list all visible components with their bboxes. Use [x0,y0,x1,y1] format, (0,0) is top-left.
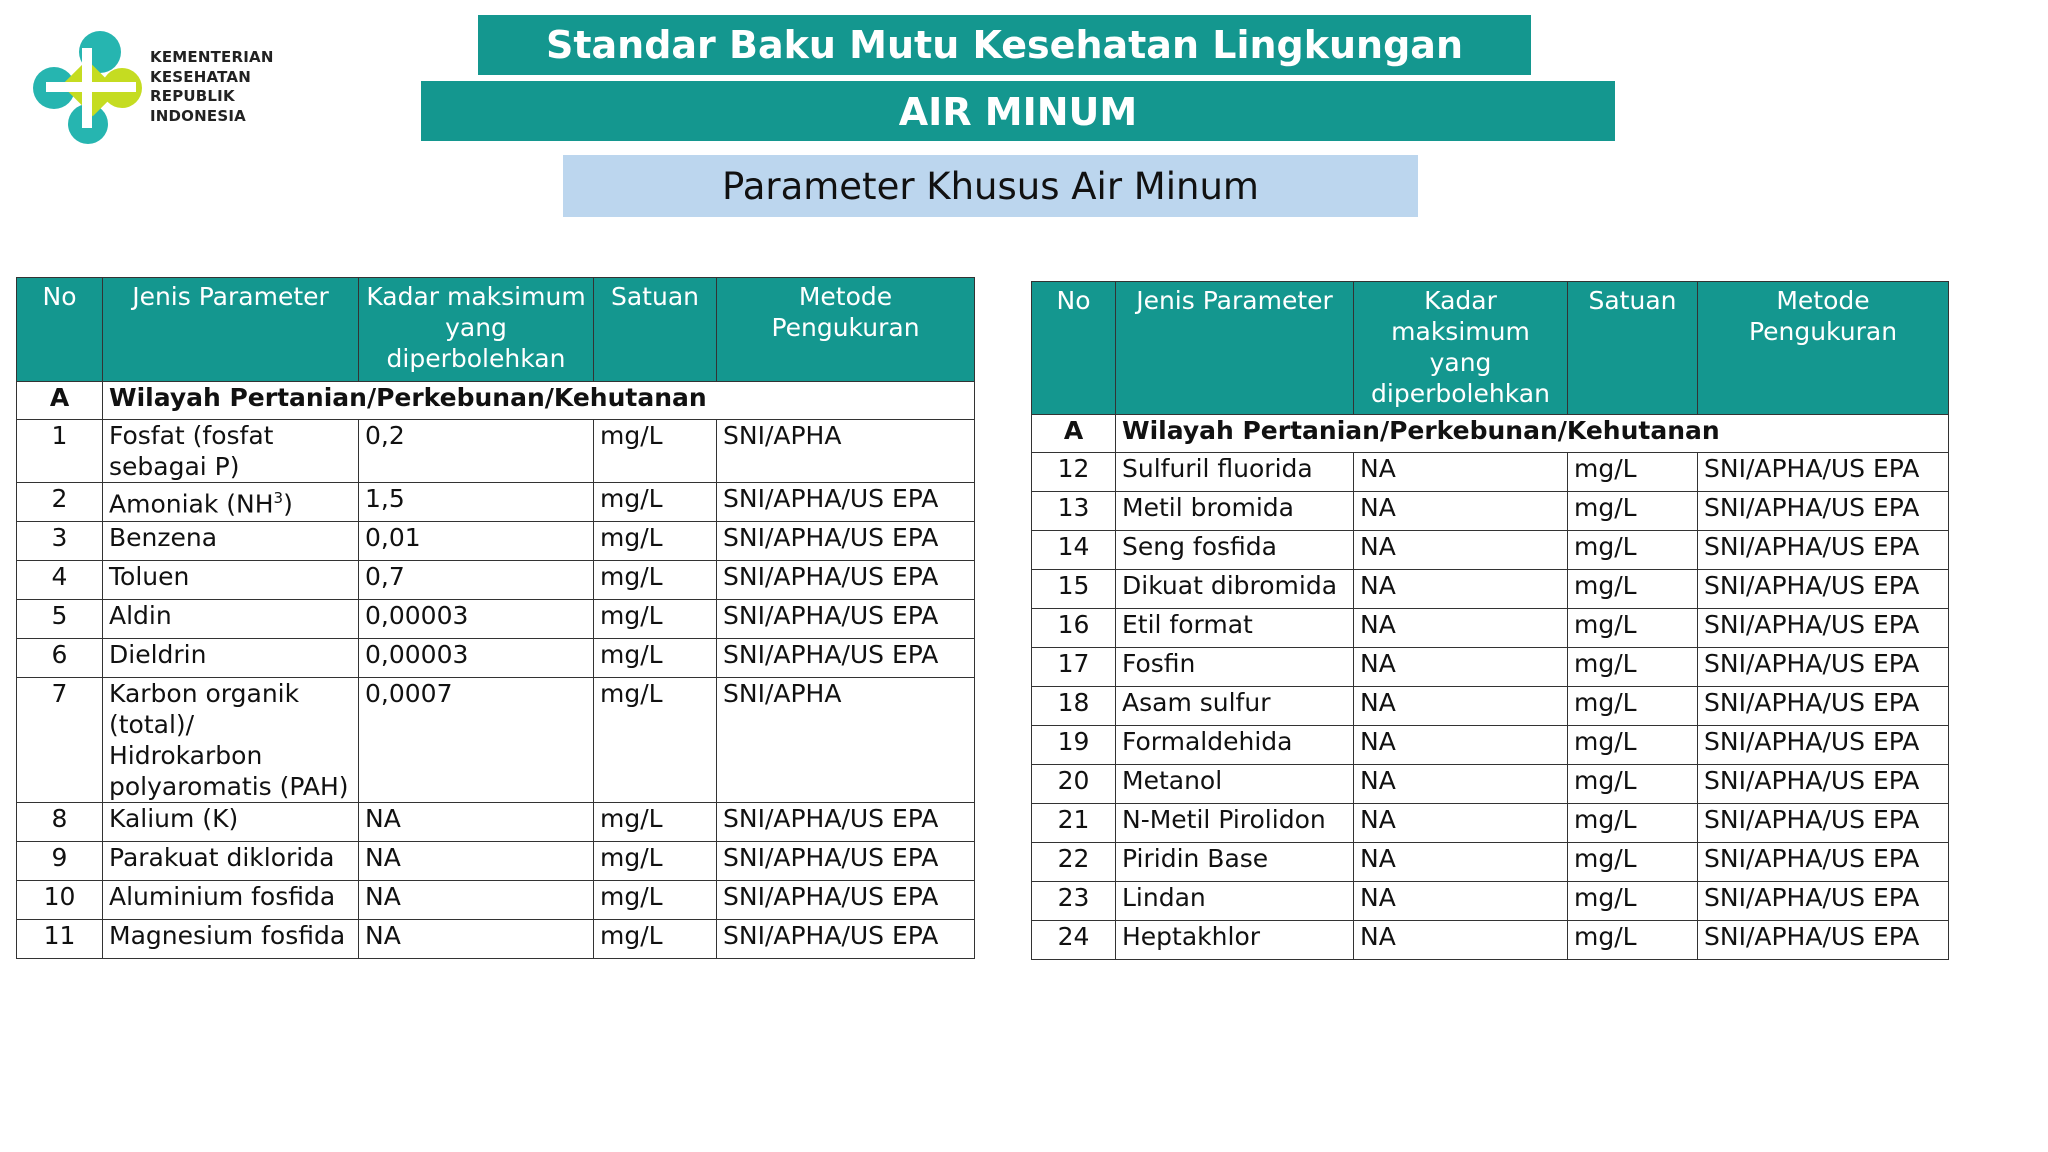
row-kadar: 0,2 [359,420,594,483]
parameter-name: Sulfuril fluorida [1122,454,1313,483]
row-metode: SNI/APHA/US EPA [1698,726,1949,765]
row-no: 10 [17,881,103,920]
row-satuan: mg/L [1568,570,1698,609]
row-no: 24 [1032,921,1116,960]
row-parameter [1116,687,1354,726]
table-row [1032,648,1949,687]
parameter-superscript: 3 [273,489,284,507]
row-kadar: 0,0007 [359,678,594,803]
row-kadar: 0,01 [359,522,594,561]
header-kadar: Kadar maksimum yang diperbolehkan [359,278,594,382]
row-kadar: 0,00003 [359,639,594,678]
row-satuan: mg/L [594,420,717,483]
row-parameter [1116,804,1354,843]
header-kadar: Kadar maksimum yang diperbolehkan [1354,282,1568,415]
row-satuan: mg/L [1568,882,1698,921]
row-satuan: mg/L [1568,609,1698,648]
table-row [17,561,975,600]
row-kadar: NA [1354,843,1568,882]
parameter-name: Lindan [1122,883,1206,912]
row-kadar: NA [359,881,594,920]
section-heading: Parameter Khusus Air Minum [563,155,1418,217]
parameter-name: Asam sulfur [1122,688,1271,717]
row-no: 17 [1032,648,1116,687]
table-row [1032,804,1949,843]
row-kadar: NA [1354,531,1568,570]
row-metode: SNI/APHA/US EPA [1698,531,1949,570]
parameter-name: Magnesium fosfida [109,921,346,950]
row-metode: SNI/APHA/US EPA [717,522,975,561]
table-row [17,920,975,959]
row-kadar: NA [1354,921,1568,960]
row-satuan: mg/L [1568,804,1698,843]
parameter-name: Fosfin [1122,649,1196,678]
ministry-name [150,48,274,126]
row-no: 19 [1032,726,1116,765]
header-no: No [17,278,103,382]
table-row [1032,921,1949,960]
row-satuan: mg/L [594,803,717,842]
row-metode: SNI/APHA/US EPA [717,842,975,881]
row-no: 21 [1032,804,1116,843]
row-kadar: NA [359,803,594,842]
row-metode: SNI/APHA [717,420,975,483]
row-no: 5 [17,600,103,639]
parameter-name: Amoniak (NH [109,489,274,519]
row-parameter [103,639,359,678]
row-satuan: mg/L [594,842,717,881]
parameter-name: Piridin Base [1122,844,1269,873]
ministry-name-line: REPUBLIK [150,87,235,105]
row-no: 3 [17,522,103,561]
table-row [1032,609,1949,648]
row-metode: SNI/APHA/US EPA [1698,570,1949,609]
row-metode: SNI/APHA/US EPA [1698,765,1949,804]
parameter-name: Aluminium fosfida [109,882,336,911]
row-parameter [103,842,359,881]
table-row [17,600,975,639]
parameter-name: Seng fosfida [1122,532,1277,561]
row-kadar: NA [1354,492,1568,531]
row-no: 6 [17,639,103,678]
row-no: 8 [17,803,103,842]
row-parameter [1116,726,1354,765]
row-satuan: mg/L [594,522,717,561]
row-satuan: mg/L [594,600,717,639]
parameter-name: Aldin [109,601,172,630]
section-letter: A [17,382,103,420]
section-row [1032,415,1949,453]
parameter-name: Karbon organik (total)/ Hidrokarbon polyaromatis (PAH) [109,679,349,801]
row-no: 13 [1032,492,1116,531]
row-parameter [103,420,359,483]
row-kadar: 0,7 [359,561,594,600]
row-satuan: mg/L [594,678,717,803]
row-no: 18 [1032,687,1116,726]
parameter-name: Fosfat (fosfat sebagai P) [109,421,274,481]
parameter-name: Parakuat diklorida [109,843,335,872]
row-satuan: mg/L [1568,531,1698,570]
row-kadar: NA [1354,804,1568,843]
row-no: 22 [1032,843,1116,882]
section-title: Wilayah Pertanian/Perkebunan/Kehutanan [103,382,975,420]
table-row [17,639,975,678]
parameter-name: Kalium (K) [109,804,239,833]
row-metode: SNI/APHA/US EPA [1698,843,1949,882]
row-no: 1 [17,420,103,483]
parameter-name: N-Metil Pirolidon [1122,805,1326,834]
row-kadar: NA [1354,687,1568,726]
parameter-name: Etil format [1122,610,1253,639]
row-satuan: mg/L [1568,687,1698,726]
ministry-name-line: INDONESIA [150,106,246,125]
header-no: No [1032,282,1116,415]
row-metode: SNI/APHA/US EPA [1698,648,1949,687]
row-kadar: 1,5 [359,483,594,522]
row-metode: SNI/APHA/US EPA [717,483,975,522]
kemenkes-logo-icon [32,30,142,145]
parameter-name: Metanol [1122,766,1223,795]
row-no: 23 [1032,882,1116,921]
row-parameter [1116,570,1354,609]
row-parameter [103,881,359,920]
parameter-name: Dieldrin [109,640,207,669]
row-parameter [103,483,359,522]
parameter-name: Dikuat dibromida [1122,571,1338,600]
row-kadar: NA [1354,726,1568,765]
ministry-name-line: KESEHATAN [150,67,251,86]
row-no: 15 [1032,570,1116,609]
table-row [17,842,975,881]
row-no: 7 [17,678,103,803]
table-row [17,522,975,561]
row-satuan: mg/L [1568,765,1698,804]
table-header-row [17,278,975,382]
parameter-name: Formaldehida [1122,727,1293,756]
parameter-name: Benzena [109,523,218,552]
parameter-table-left [16,277,975,959]
header-parameter: Jenis Parameter [103,278,359,382]
table-row [1032,687,1949,726]
row-parameter [1116,648,1354,687]
row-satuan: mg/L [594,920,717,959]
row-parameter [1116,453,1354,492]
header-parameter: Jenis Parameter [1116,282,1354,415]
row-metode: SNI/APHA [717,678,975,803]
row-parameter [103,803,359,842]
header-satuan: Satuan [594,278,717,382]
row-no: 20 [1032,765,1116,804]
row-satuan: mg/L [594,483,717,522]
section-letter: A [1032,415,1116,453]
row-no: 2 [17,483,103,522]
row-satuan: mg/L [594,639,717,678]
table-row [1032,453,1949,492]
row-satuan: mg/L [1568,726,1698,765]
row-metode: SNI/APHA/US EPA [717,561,975,600]
row-metode: SNI/APHA/US EPA [717,920,975,959]
row-parameter [1116,531,1354,570]
row-kadar: NA [359,920,594,959]
row-metode: SNI/APHA/US EPA [1698,492,1949,531]
row-satuan: mg/L [1568,453,1698,492]
row-kadar: NA [1354,609,1568,648]
row-satuan: mg/L [594,561,717,600]
table-row [1032,492,1949,531]
table-row [1032,570,1949,609]
parameter-table-right [1031,281,1949,960]
table-row [1032,726,1949,765]
ministry-name-line: KEMENTERIAN [150,48,274,66]
table-row [1032,882,1949,921]
row-satuan: mg/L [1568,843,1698,882]
row-parameter [1116,609,1354,648]
header-satuan: Satuan [1568,282,1698,415]
row-satuan: mg/L [1568,492,1698,531]
parameter-name: Heptakhlor [1122,922,1261,951]
parameter-name: Toluen [109,562,190,591]
page-title: Standar Baku Mutu Kesehatan Lingkungan [478,15,1531,75]
header-metode: Metode Pengukuran [717,278,975,382]
row-metode: SNI/APHA/US EPA [717,881,975,920]
row-kadar: NA [1354,453,1568,492]
row-parameter [103,920,359,959]
row-kadar: NA [359,842,594,881]
row-metode: SNI/APHA/US EPA [1698,921,1949,960]
parameter-name: Metil bromida [1122,493,1294,522]
table-row [17,803,975,842]
row-no: 4 [17,561,103,600]
table-row [17,420,975,483]
table-row [1032,765,1949,804]
row-metode: SNI/APHA/US EPA [1698,609,1949,648]
page-subtitle: AIR MINUM [421,81,1615,141]
parameter-suffix: ) [283,489,293,519]
row-metode: SNI/APHA/US EPA [717,600,975,639]
section-row [17,382,975,420]
table-header-row [1032,282,1949,415]
table-row [17,678,975,803]
row-no: 14 [1032,531,1116,570]
row-no: 9 [17,842,103,881]
header-metode: Metode Pengukuran [1698,282,1949,415]
row-satuan: mg/L [594,881,717,920]
row-kadar: NA [1354,648,1568,687]
row-metode: SNI/APHA/US EPA [1698,804,1949,843]
row-parameter [1116,765,1354,804]
table-row [17,881,975,920]
table-row [17,483,975,522]
row-metode: SNI/APHA/US EPA [717,639,975,678]
row-kadar: NA [1354,570,1568,609]
row-no: 11 [17,920,103,959]
table-row [1032,843,1949,882]
row-parameter [1116,492,1354,531]
row-parameter [103,561,359,600]
row-parameter [103,678,359,803]
row-parameter [103,522,359,561]
row-no: 16 [1032,609,1116,648]
row-metode: SNI/APHA/US EPA [1698,882,1949,921]
row-kadar: 0,00003 [359,600,594,639]
row-parameter [103,600,359,639]
row-satuan: mg/L [1568,921,1698,960]
row-metode: SNI/APHA/US EPA [1698,453,1949,492]
row-parameter [1116,921,1354,960]
row-parameter [1116,843,1354,882]
row-kadar: NA [1354,765,1568,804]
row-metode: SNI/APHA/US EPA [717,803,975,842]
row-no: 12 [1032,453,1116,492]
row-metode: SNI/APHA/US EPA [1698,687,1949,726]
table-row [1032,531,1949,570]
section-title: Wilayah Pertanian/Perkebunan/Kehutanan [1116,415,1949,453]
row-satuan: mg/L [1568,648,1698,687]
row-parameter [1116,882,1354,921]
row-kadar: NA [1354,882,1568,921]
